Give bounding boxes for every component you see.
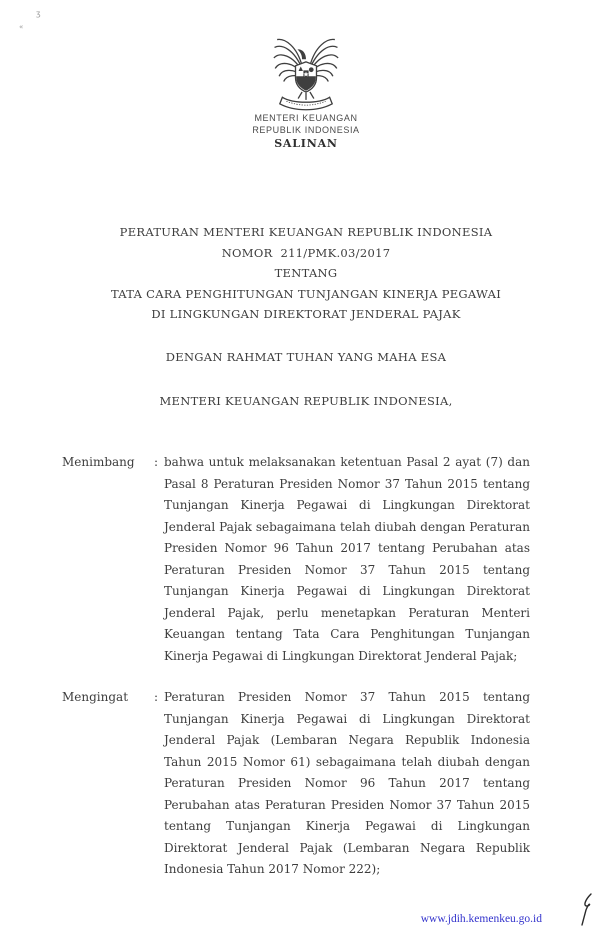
clause-menimbang — [62, 452, 532, 667]
scan-speck: « — [19, 23, 24, 31]
regulation-subject-line1: TATA CARA PENGHITUNGAN TUNJANGAN KINERJA PEGAWAI — [110, 286, 502, 301]
clause-mengingat — [62, 687, 532, 881]
regulation-number-line: NOMOR 211/PMK.03/2017 — [221, 245, 391, 260]
letterhead-country: REPUBLIK INDONESIA — [252, 124, 360, 135]
handwritten-paraf-mark — [574, 891, 598, 929]
clause-body: bahwa untuk melaksanakan ketentuan Pasal 2 ayat (7) dan Pasal 8 Peraturan Presiden Nomor 37 Tahun 2015 tentang Tunjangan Kinerja Pegawai di Lingkungan Direktorat Jenderal Pajak sebagaimana telah diubah dengan Peraturan Presiden Nomor 96 Tahun 2017 tentang Perubahan atas Peraturan Presiden Nomor 37 Tahun 2015 tentang Tunjangan Kinerja Pegawai di Lingkungan Direktorat Jenderal Pajak, perlu menetapkan Peraturan Menteri Keuangan tentang Tata Cara Penghitungan Tunjangan Kinerja Pegawai di Lingkungan Direktorat Jenderal Pajak; — [164, 455, 530, 663]
clause-label: Mengingat — [62, 690, 129, 704]
clause-separator: : — [153, 690, 159, 704]
scan-speck: ʒ — [36, 9, 41, 18]
issuer-line: MENTERI KEUANGAN REPUBLIK INDONESIA, — [159, 394, 453, 408]
jdih-website-link[interactable]: www.jdih.kemenkeu.go.id — [420, 913, 542, 925]
copy-stamp: SALINAN — [274, 137, 338, 150]
letterhead — [0, 33, 612, 150]
garuda-pancasila-emblem-icon — [273, 33, 339, 113]
clause-separator: : — [153, 455, 159, 469]
title-block — [0, 222, 612, 325]
clause-label: Menimbang — [62, 455, 135, 469]
letterhead-ministry: MENTERI KEUANGAN — [254, 113, 358, 123]
invocation-line: DENGAN RAHMAT TUHAN YANG MAHA ESA — [165, 350, 447, 364]
emblem-wrap — [273, 33, 339, 113]
clause-body: Peraturan Presiden Nomor 37 Tahun 2015 tentang Tunjangan Kinerja Pegawai di Lingkungan Direktorat Jenderal Pajak (Lembaran Negara Republik Indonesia Tahun 2015 Nomor 61) sebagaimana telah diubah dengan Peraturan Presiden Nomor 96 Tahun 2017 tentang Perubahan atas Peraturan Presiden Nomor 37 Tahun 2015 tentang Tunjangan Kinerja Pegawai di Lingkungan Direktorat Jenderal Pajak (Lembaran Negara Republik Indonesia Tahun 2017 Nomor 222); — [164, 690, 530, 876]
regulation-subject-line2: DI LINGKUNGAN DIREKTORAT JENDERAL PAJAK — [151, 307, 461, 321]
regulation-title-line: PERATURAN MENTERI KEUANGAN REPUBLIK INDONESIA — [119, 225, 493, 239]
regulation-about-word: TENTANG — [274, 266, 338, 280]
